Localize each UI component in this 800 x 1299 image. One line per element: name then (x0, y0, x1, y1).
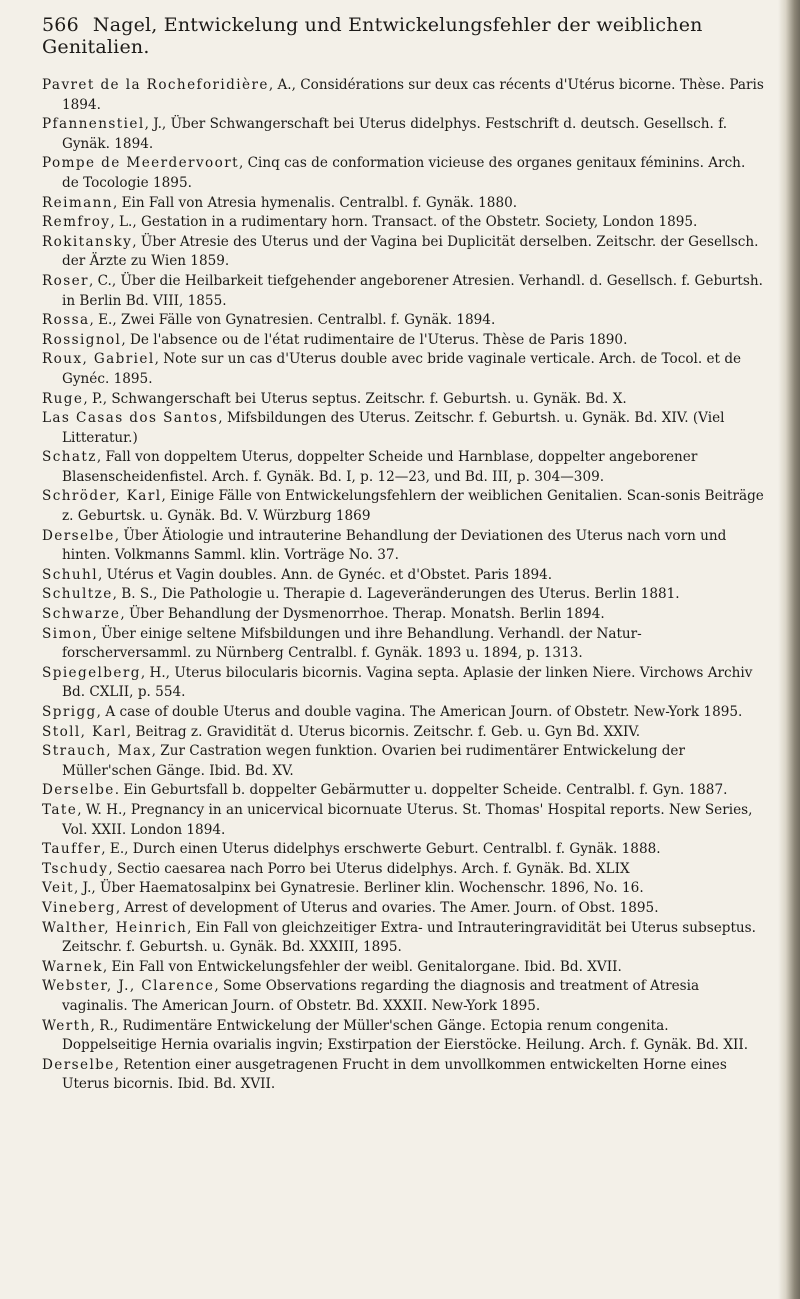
page-number: 566 (42, 14, 79, 36)
bibliography-entry (42, 115, 764, 154)
page-edge-shadow (778, 0, 800, 1299)
entry-author: Derselbe (42, 1056, 115, 1073)
entry-author: Roser (42, 272, 89, 289)
entry-author: Tate (42, 801, 78, 818)
entry-author: Pfannenstiel (42, 116, 145, 133)
entry-text: , Retention einer ausgetragenen Frucht in dem unvollkommen entwickelten Horne eines Uterus bicornis. Ibid. Bd. XVII. (62, 1056, 727, 1093)
entry-text: , E., Zwei Fälle von Gynatresien. Centralbl. f. Gynäk. 1894. (89, 312, 496, 329)
bibliography-entry (42, 233, 764, 272)
entry-text: , C., Über die Heilbarkeit tiefgehender angeborener Atresien. Verhandl. d. Gesellsch. f. Geburtsh. in Berlin Bd. VIII, 1855. (62, 272, 763, 309)
entry-author: Walther, Heinrich (42, 919, 188, 936)
entry-author: Tauffer (42, 841, 102, 858)
bibliography-entry (42, 840, 764, 860)
entry-author: Schatz (42, 449, 97, 466)
entry-text: , Mifsbildungen des Uterus. Zeitschr. f. Geburtsh. u. Gynäk. Bd. XIV. (Viel Litteratur.) (62, 410, 725, 446)
entry-text: . Ein Geburtsfall b. doppelter Gebärmutter u. doppelter Scheide. Centralbl. f. Gyn. 1887. (114, 782, 728, 799)
bibliography-entry (42, 899, 764, 919)
entry-text: , Cinq cas de conformation vicieuse des organes genitaux féminins. Arch. de Tocologie 1895. (62, 155, 746, 191)
bibliography-entry (42, 703, 764, 723)
bibliography-entry (42, 213, 764, 233)
bibliography-entry (42, 566, 764, 586)
bibliography-entry (42, 194, 764, 214)
entry-author: Rossignol (42, 331, 122, 348)
entry-text: , E., Durch einen Uterus didelphys erschwerte Geburt. Centralbl. f. Gynäk. 1888. (101, 841, 661, 858)
bibliography-entry (42, 350, 764, 389)
bibliography-entry (42, 390, 764, 410)
bibliography-entry (42, 605, 764, 625)
bibliography-entry (42, 919, 764, 958)
bibliography-entry (42, 879, 764, 899)
entry-text: , Fall von doppeltem Uterus, doppelter Scheide und Harnblase, doppelter angeborener Blasenscheidenfistel. Arch. f. Gynäk. Bd. I, p. 12—23, und Bd. III, p. 304—309. (62, 449, 698, 485)
bibliography-entry (42, 272, 764, 311)
entry-author: Roux, Gabriel (42, 351, 155, 368)
entry-text: , B. S., Die Pathologie u. Therapie d. Lageveränderungen des Uterus. Berlin 1881. (112, 586, 680, 603)
bibliography-entry (42, 409, 764, 448)
entry-author: Warnek (42, 958, 103, 975)
entry-author: Werth (42, 1017, 91, 1034)
entry-author: Remfroy (42, 214, 111, 231)
bibliography-entry (42, 977, 764, 1016)
bibliography-entry (42, 331, 764, 351)
running-title: Nagel, Entwickelung und Entwickelungsfehler der weiblichen Genitalien. (42, 14, 703, 58)
entry-author: Tschudy (42, 860, 109, 877)
entry-author: Sprigg (42, 704, 97, 720)
entry-author: Las Casas dos Santos (42, 410, 219, 427)
bibliography-entry (42, 154, 764, 193)
entry-text: , L., Gestation in a rudimentary horn. Transact. of the Obstetr. Society, London 1895. (110, 214, 698, 231)
bibliography-entry (42, 1056, 764, 1095)
bibliography-entry (42, 664, 764, 703)
entry-text: , A., Considérations sur deux cas récents d'Utérus bicorne. Thèse. Paris 1894. (62, 77, 764, 113)
entry-author: Pompe de Meerdervoort (42, 155, 239, 172)
entry-text: , Über einige seltene Mifsbildungen und ihre Behandlung. Verhandl. der Natur-forscherversamml. zu Nürnberg Centralbl. f. Gynäk. 1893 u. 1894, p. 1313. (62, 625, 642, 662)
entry-text: , Ein Fall von gleichzeitiger Extra- und Intrauteringravidität bei Uterus subseptus. Zeitschr. f. Geburtsh. u. Gynäk. Bd. XXXIII, 1895. (62, 919, 756, 956)
entry-text: , Sectio caesarea nach Porro bei Uterus didelphys. Arch. f. Gynäk. Bd. XLIX (108, 860, 630, 877)
bibliography-entry (42, 860, 764, 880)
entry-text: , Utérus et Vagin doubles. Ann. de Gynéc. et d'Obstet. Paris 1894. (97, 566, 553, 583)
bibliography-entry (42, 311, 764, 331)
entry-author: Derselbe (42, 527, 115, 544)
entry-text: , H., Uterus bilocularis bicornis. Vagina septa. Aplasie der linken Niere. Virchows Archiv Bd. CXLII, p. 554. (62, 664, 753, 701)
bibliography-entry (42, 958, 764, 978)
bibliography-entry (42, 742, 764, 781)
entry-text: , Über Atresie des Uterus und der Vagina bei Duplicität derselben. Zeitschr. der Gesellsch. der Ärzte zu Wien 1859. (62, 233, 759, 270)
entry-author: Rokitansky (42, 233, 133, 250)
entry-author: Spiegelberg (42, 664, 141, 681)
entry-author: Schultze (42, 586, 113, 603)
document-page (42, 14, 764, 1095)
entry-author: Schwarze (42, 606, 121, 623)
entry-author: Ruge (42, 390, 84, 407)
entry-text: , Beitrag z. Gravidität d. Uterus bicornis. Zeitschr. f. Geb. u. Gyn Bd. XXIV. (126, 723, 641, 740)
page-header (42, 14, 764, 58)
bibliography-list (42, 76, 764, 1095)
entry-text: , W. H., Pregnancy in an unicervical bicornuate Uterus. St. Thomas' Hospital reports. New Series, Vol. XXII. London 1894. (62, 801, 753, 838)
bibliography-entry (42, 448, 764, 487)
entry-text: , Einige Fälle von Entwickelungsfehlern der weiblichen Genitalien. Scan-sonis Beiträge z. Geburtsk. u. Gynäk. Bd. V. Würzburg 1869 (62, 488, 764, 525)
entry-author: Schuhl (42, 566, 98, 583)
entry-author: Reimann (42, 194, 113, 211)
entry-text: , Some Observations regarding the diagnosis and treatment of Atresia vaginalis. The American Journ. of Obstetr. Bd. XXXII. New-York 1895. (62, 978, 700, 1014)
bibliography-entry (42, 527, 764, 566)
entry-author: Derselbe (42, 782, 115, 799)
entry-author: Vineberg (42, 899, 116, 916)
entry-text: , Über Behandlung der Dysmenorrhoe. Therap. Monatsh. Berlin 1894. (120, 606, 605, 623)
bibliography-entry (42, 76, 764, 115)
bibliography-entry (42, 487, 764, 526)
bibliography-entry (42, 801, 764, 840)
entry-text: , Zur Castration wegen funktion. Ovarien bei rudimentärer Entwickelung der Müller'schen Gänge. Ibid. Bd. XV. (62, 743, 685, 779)
entry-author: Schröder, Karl (42, 488, 162, 505)
bibliography-entry (42, 585, 764, 605)
entry-text: , J., Über Schwangerschaft bei Uterus didelphys. Festschrift d. deutsch. Gesellsch. f. Gynäk. 1894. (62, 116, 728, 152)
entry-text: , De l'absence ou de l'état rudimentaire de l'Uterus. Thèse de Paris 1890. (121, 331, 628, 348)
entry-author: Stoll, Karl (42, 723, 127, 740)
entry-text: , Über Ätiologie und intrauterine Behandlung der Deviationen des Uterus nach vorn und hinten. Volkmanns Samml. klin. Vorträge No. 37. (62, 527, 727, 564)
entry-author: Veit (42, 880, 75, 897)
entry-author: Strauch, Max (42, 743, 152, 760)
entry-text: , Note sur un cas d'Uterus double avec bride vaginale verticale. Arch. de Tocol. et de Gynéc. 1895. (62, 351, 742, 387)
entry-author: Simon (42, 625, 93, 642)
entry-text: , Ein Fall von Entwickelungsfehler der weibl. Genitalorgane. Ibid. Bd. XVII. (102, 958, 622, 975)
bibliography-entry (42, 781, 764, 801)
entry-text: , Arrest of development of Uterus and ovaries. The Amer. Journ. of Obst. 1895. (115, 899, 659, 916)
bibliography-entry (42, 625, 764, 664)
bibliography-entry (42, 1017, 764, 1056)
entry-text: , J., Über Haematosalpinx bei Gynatresie. Berliner klin. Wochenschr. 1896, No. 16. (74, 880, 644, 897)
entry-author: Rossa (42, 312, 90, 329)
entry-text: , Ein Fall von Atresia hymenalis. Centralbl. f. Gynäk. 1880. (112, 194, 518, 211)
entry-text: , R., Rudimentäre Entwickelung der Müller'schen Gänge. Ectopia renum congenita. Doppelseitige Hernia ovarialis ingvin; Exstirpation der Eierstöcke. Heilung. Arch. f. Gynäk. Bd. XII. (62, 1017, 749, 1054)
entry-author: Pavret de la Rocheforidière (42, 77, 269, 93)
bibliography-entry (42, 723, 764, 743)
entry-author: Webster, J., Clarence (42, 978, 215, 995)
entry-text: , A case of double Uterus and double vagina. The American Journ. of Obstetr. New-York 1895. (96, 704, 743, 720)
entry-text: , P., Schwangerschaft bei Uterus septus. Zeitschr. f. Geburtsh. u. Gynäk. Bd. X. (83, 390, 627, 407)
